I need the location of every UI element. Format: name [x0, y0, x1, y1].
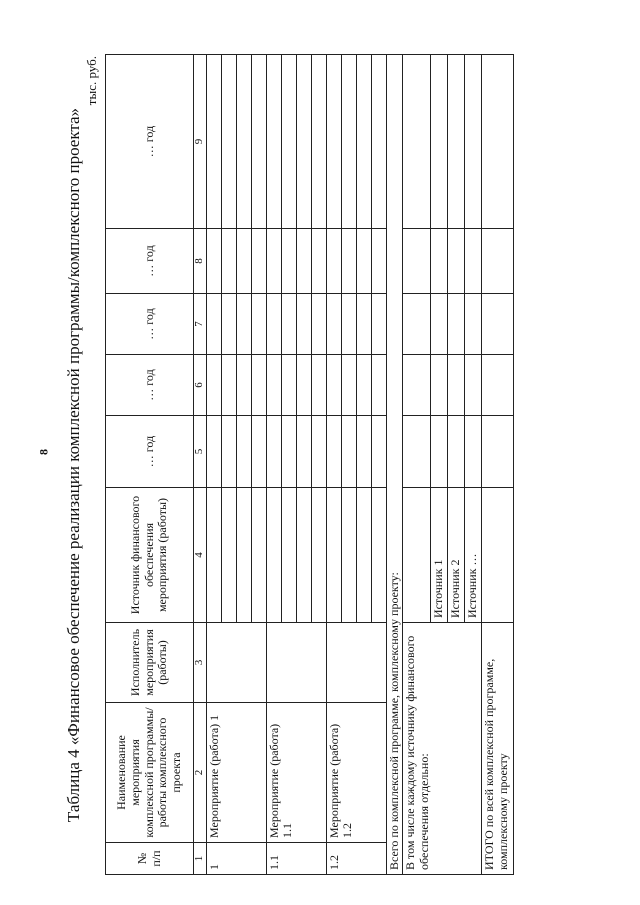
value-cell	[281, 294, 296, 355]
value-cell	[371, 55, 386, 229]
table-row	[206, 55, 221, 875]
source-cell	[311, 488, 326, 623]
header-cell-year: … год	[106, 55, 194, 229]
value-cell	[371, 229, 386, 294]
value-cell	[206, 416, 221, 488]
value-cell	[296, 229, 311, 294]
value-cell	[448, 416, 465, 488]
column-number: 7	[194, 294, 207, 355]
value-cell	[266, 294, 281, 355]
value-cell	[403, 294, 431, 355]
source-cell	[341, 488, 356, 623]
value-cell	[341, 55, 356, 229]
value-cell	[481, 416, 513, 488]
value-cell	[448, 294, 465, 355]
value-cell	[464, 229, 481, 294]
value-cell	[371, 294, 386, 355]
value-cell	[341, 294, 356, 355]
column-number: 1	[194, 843, 207, 875]
executor-cell	[266, 623, 326, 703]
value-cell	[326, 355, 341, 416]
header-cell-executor: Исполнитель мероприятия (работы)	[106, 623, 194, 703]
value-cell	[266, 416, 281, 488]
value-cell	[251, 355, 266, 416]
column-number: 3	[194, 623, 207, 703]
value-cell	[464, 55, 481, 229]
value-cell	[206, 229, 221, 294]
value-cell	[356, 229, 371, 294]
header-cell-year: … год	[106, 355, 194, 416]
column-number: 8	[194, 229, 207, 294]
value-cell	[206, 355, 221, 416]
value-cell	[431, 294, 448, 355]
value-cell	[221, 55, 236, 229]
value-cell	[341, 416, 356, 488]
source-cell	[371, 488, 386, 623]
source-cell	[266, 488, 281, 623]
table-row	[266, 55, 281, 875]
header-cell-name: Наименование мероприятия комплексной программы/работы комплексного проекта	[106, 703, 194, 843]
value-cell	[356, 416, 371, 488]
value-cell	[281, 416, 296, 488]
value-cell	[356, 55, 371, 229]
value-cell	[403, 416, 431, 488]
sources-note: В том числе каждому источнику финансового обеспечения отдельно:	[403, 623, 481, 875]
value-cell	[464, 355, 481, 416]
header-cell-year: … год	[106, 416, 194, 488]
source-cell	[281, 488, 296, 623]
value-cell	[236, 416, 251, 488]
value-cell	[251, 55, 266, 229]
row-number: 1.2	[326, 843, 386, 875]
value-cell	[326, 416, 341, 488]
value-cell	[326, 55, 341, 229]
value-cell	[464, 416, 481, 488]
value-cell	[281, 355, 296, 416]
value-cell	[431, 416, 448, 488]
value-cell	[266, 229, 281, 294]
value-cell	[251, 229, 266, 294]
value-cell	[481, 355, 513, 416]
value-cell	[281, 55, 296, 229]
column-number-row	[194, 55, 207, 875]
source-cell	[356, 488, 371, 623]
value-cell	[221, 416, 236, 488]
row-name: Мероприятие (работа) 1.2	[326, 703, 386, 843]
value-cell	[341, 355, 356, 416]
header-cell-source: Источник финансового обеспечения мероприятия (работы)	[106, 488, 194, 623]
value-cell	[431, 355, 448, 416]
row-number: 1.1	[266, 843, 326, 875]
value-cell	[356, 294, 371, 355]
value-cell	[371, 416, 386, 488]
financing-table	[105, 54, 514, 875]
value-cell	[311, 294, 326, 355]
column-number: 9	[194, 55, 207, 229]
source-cell	[251, 488, 266, 623]
value-cell	[311, 355, 326, 416]
value-cell	[431, 55, 448, 229]
source-label: Источник 1	[431, 488, 448, 623]
value-cell	[251, 294, 266, 355]
value-cell	[464, 294, 481, 355]
source-cell	[403, 488, 431, 623]
value-cell	[236, 294, 251, 355]
value-cell	[481, 55, 513, 229]
source-cell	[481, 488, 513, 623]
value-cell	[311, 229, 326, 294]
value-cell	[296, 416, 311, 488]
value-cell	[311, 416, 326, 488]
total-row	[386, 55, 403, 875]
row-name: Мероприятие (работа) 1	[206, 703, 266, 843]
value-cell	[236, 55, 251, 229]
header-cell-year: … год	[106, 294, 194, 355]
value-cell	[356, 355, 371, 416]
value-cell	[266, 355, 281, 416]
column-number: 6	[194, 355, 207, 416]
header-row	[106, 55, 194, 875]
header-cell-num: № п/п	[106, 843, 194, 875]
executor-cell	[326, 623, 386, 703]
grand-total-row	[481, 55, 513, 875]
value-cell	[281, 229, 296, 294]
header-cell-year: … год	[106, 229, 194, 294]
value-cell	[481, 294, 513, 355]
value-cell	[448, 229, 465, 294]
value-cell	[221, 294, 236, 355]
value-cell	[296, 355, 311, 416]
value-cell	[371, 355, 386, 416]
table-title: Таблица 4 «Финансовое обеспечение реализации комплексной программы/комплексного проекта»	[64, 107, 83, 823]
value-cell	[236, 355, 251, 416]
value-cell	[431, 229, 448, 294]
table-row	[326, 55, 341, 875]
executor-cell	[206, 623, 266, 703]
value-cell	[341, 229, 356, 294]
column-number: 5	[194, 416, 207, 488]
value-cell	[206, 294, 221, 355]
row-number: 1	[206, 843, 266, 875]
value-cell	[236, 229, 251, 294]
column-number: 2	[194, 703, 207, 843]
value-cell	[206, 55, 221, 229]
value-cell	[403, 55, 431, 229]
value-cell	[221, 229, 236, 294]
value-cell	[326, 294, 341, 355]
source-cell	[221, 488, 236, 623]
source-label: Источник 2	[448, 488, 465, 623]
grand-total-label: ИТОГО по всей комплексной программе, комплексному проекту	[481, 623, 513, 875]
source-label: Источник …	[464, 488, 481, 623]
source-cell	[206, 488, 221, 623]
sources-note-row	[403, 55, 431, 875]
page-number: 8	[36, 449, 51, 455]
value-cell	[251, 416, 266, 488]
value-cell	[326, 229, 341, 294]
value-cell	[266, 55, 281, 229]
rotated-page-content	[64, 30, 584, 875]
unit-label: тыс. руб.	[84, 56, 99, 106]
row-name: Мероприятие (работа) 1.1	[266, 703, 326, 843]
source-cell	[326, 488, 341, 623]
source-cell	[296, 488, 311, 623]
value-cell	[403, 355, 431, 416]
value-cell	[403, 229, 431, 294]
value-cell	[448, 355, 465, 416]
value-cell	[481, 229, 513, 294]
value-cell	[221, 355, 236, 416]
value-cell	[448, 55, 465, 229]
total-label: Всего по комплексной программе, комплексному проекту:	[386, 55, 403, 875]
source-cell	[236, 488, 251, 623]
value-cell	[296, 55, 311, 229]
value-cell	[296, 294, 311, 355]
value-cell	[311, 55, 326, 229]
column-number: 4	[194, 488, 207, 623]
